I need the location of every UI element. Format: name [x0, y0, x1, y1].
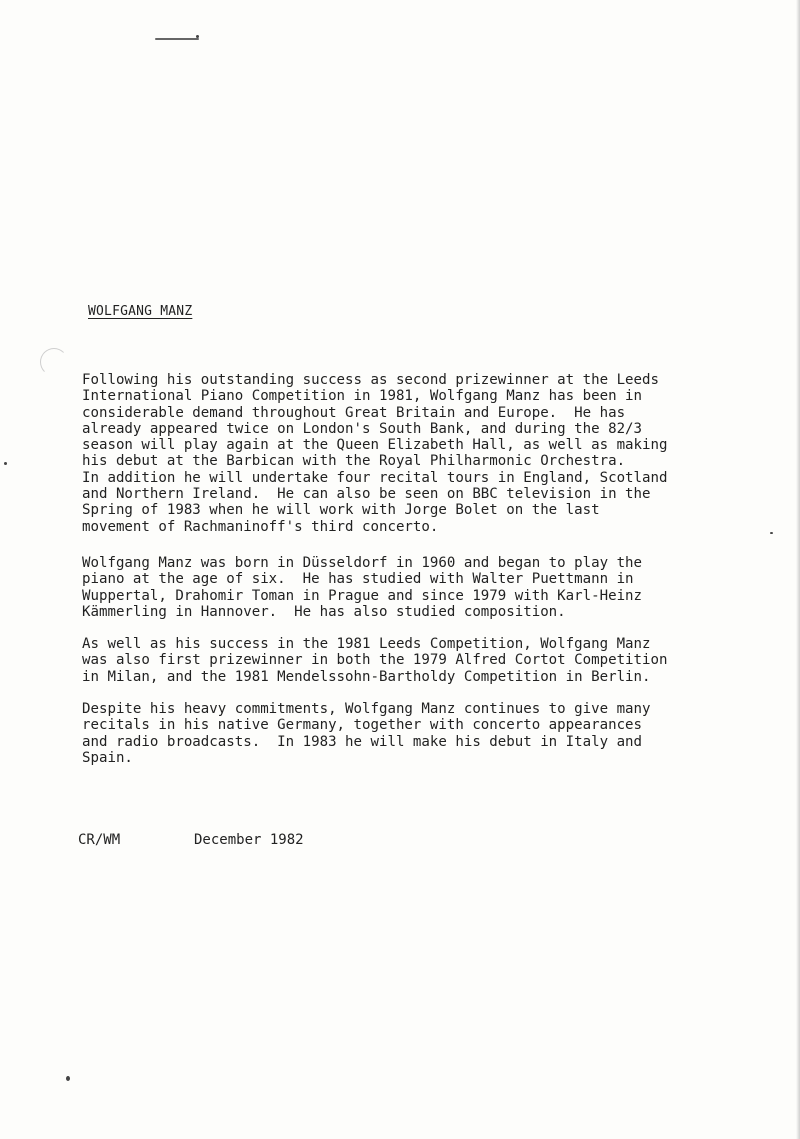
- scan-speck: [196, 35, 199, 38]
- biography-paragraph: Following his outstanding success as second prizewinner at the Leeds International Piano Competition in 1981, Wolfgang Manz has been in considerable demand throughout Great Britain and Europe. He has already appeared twice on London's South Bank, and during the 82/3 season will play again at the Queen Elizabeth Hall, as well as making his debut at the Barbican with the Royal Philharmonic Orchestra. In addition he will undertake four recital tours in England, Scotland and Northern Ireland. He can also be seen on BBC television in the Spring of 1983 when he will work with Jorge Bolet on the last movement of Rachmaninoff's third concerto.: [82, 372, 668, 535]
- scan-speck: [66, 1076, 70, 1081]
- scan-speck: [770, 532, 773, 534]
- document-date: December 1982: [194, 832, 304, 848]
- document-reference: CR/WM: [78, 832, 121, 848]
- document-title: WOLFGANG MANZ: [88, 304, 193, 319]
- biography-paragraph: Wolfgang Manz was born in Düsseldorf in 1960 and began to play the piano at the age of six. He has studied with Walter Puettmann in Wuppertal, Drahomir Toman in Prague and since 1979 with Karl-Heinz Kämmerling in Hannover. He has also studied composition.: [82, 555, 643, 620]
- punch-hole-mark: [40, 348, 68, 376]
- scan-speck: [4, 462, 7, 465]
- page-edge-shadow: [796, 0, 800, 1139]
- scan-speck: [155, 38, 199, 40]
- biography-paragraph: Despite his heavy commitments, Wolfgang Manz continues to give many recitals in his native Germany, together with concerto appearances and radio broadcasts. In 1983 he will make his debut in Italy and Spain.: [82, 701, 651, 766]
- biography-paragraph: As well as his success in the 1981 Leeds Competition, Wolfgang Manz was also first prizewinner in both the 1979 Alfred Cortot Competition in Milan, and the 1981 Mendelssohn-Bartholdy Competition in Berlin.: [82, 636, 668, 685]
